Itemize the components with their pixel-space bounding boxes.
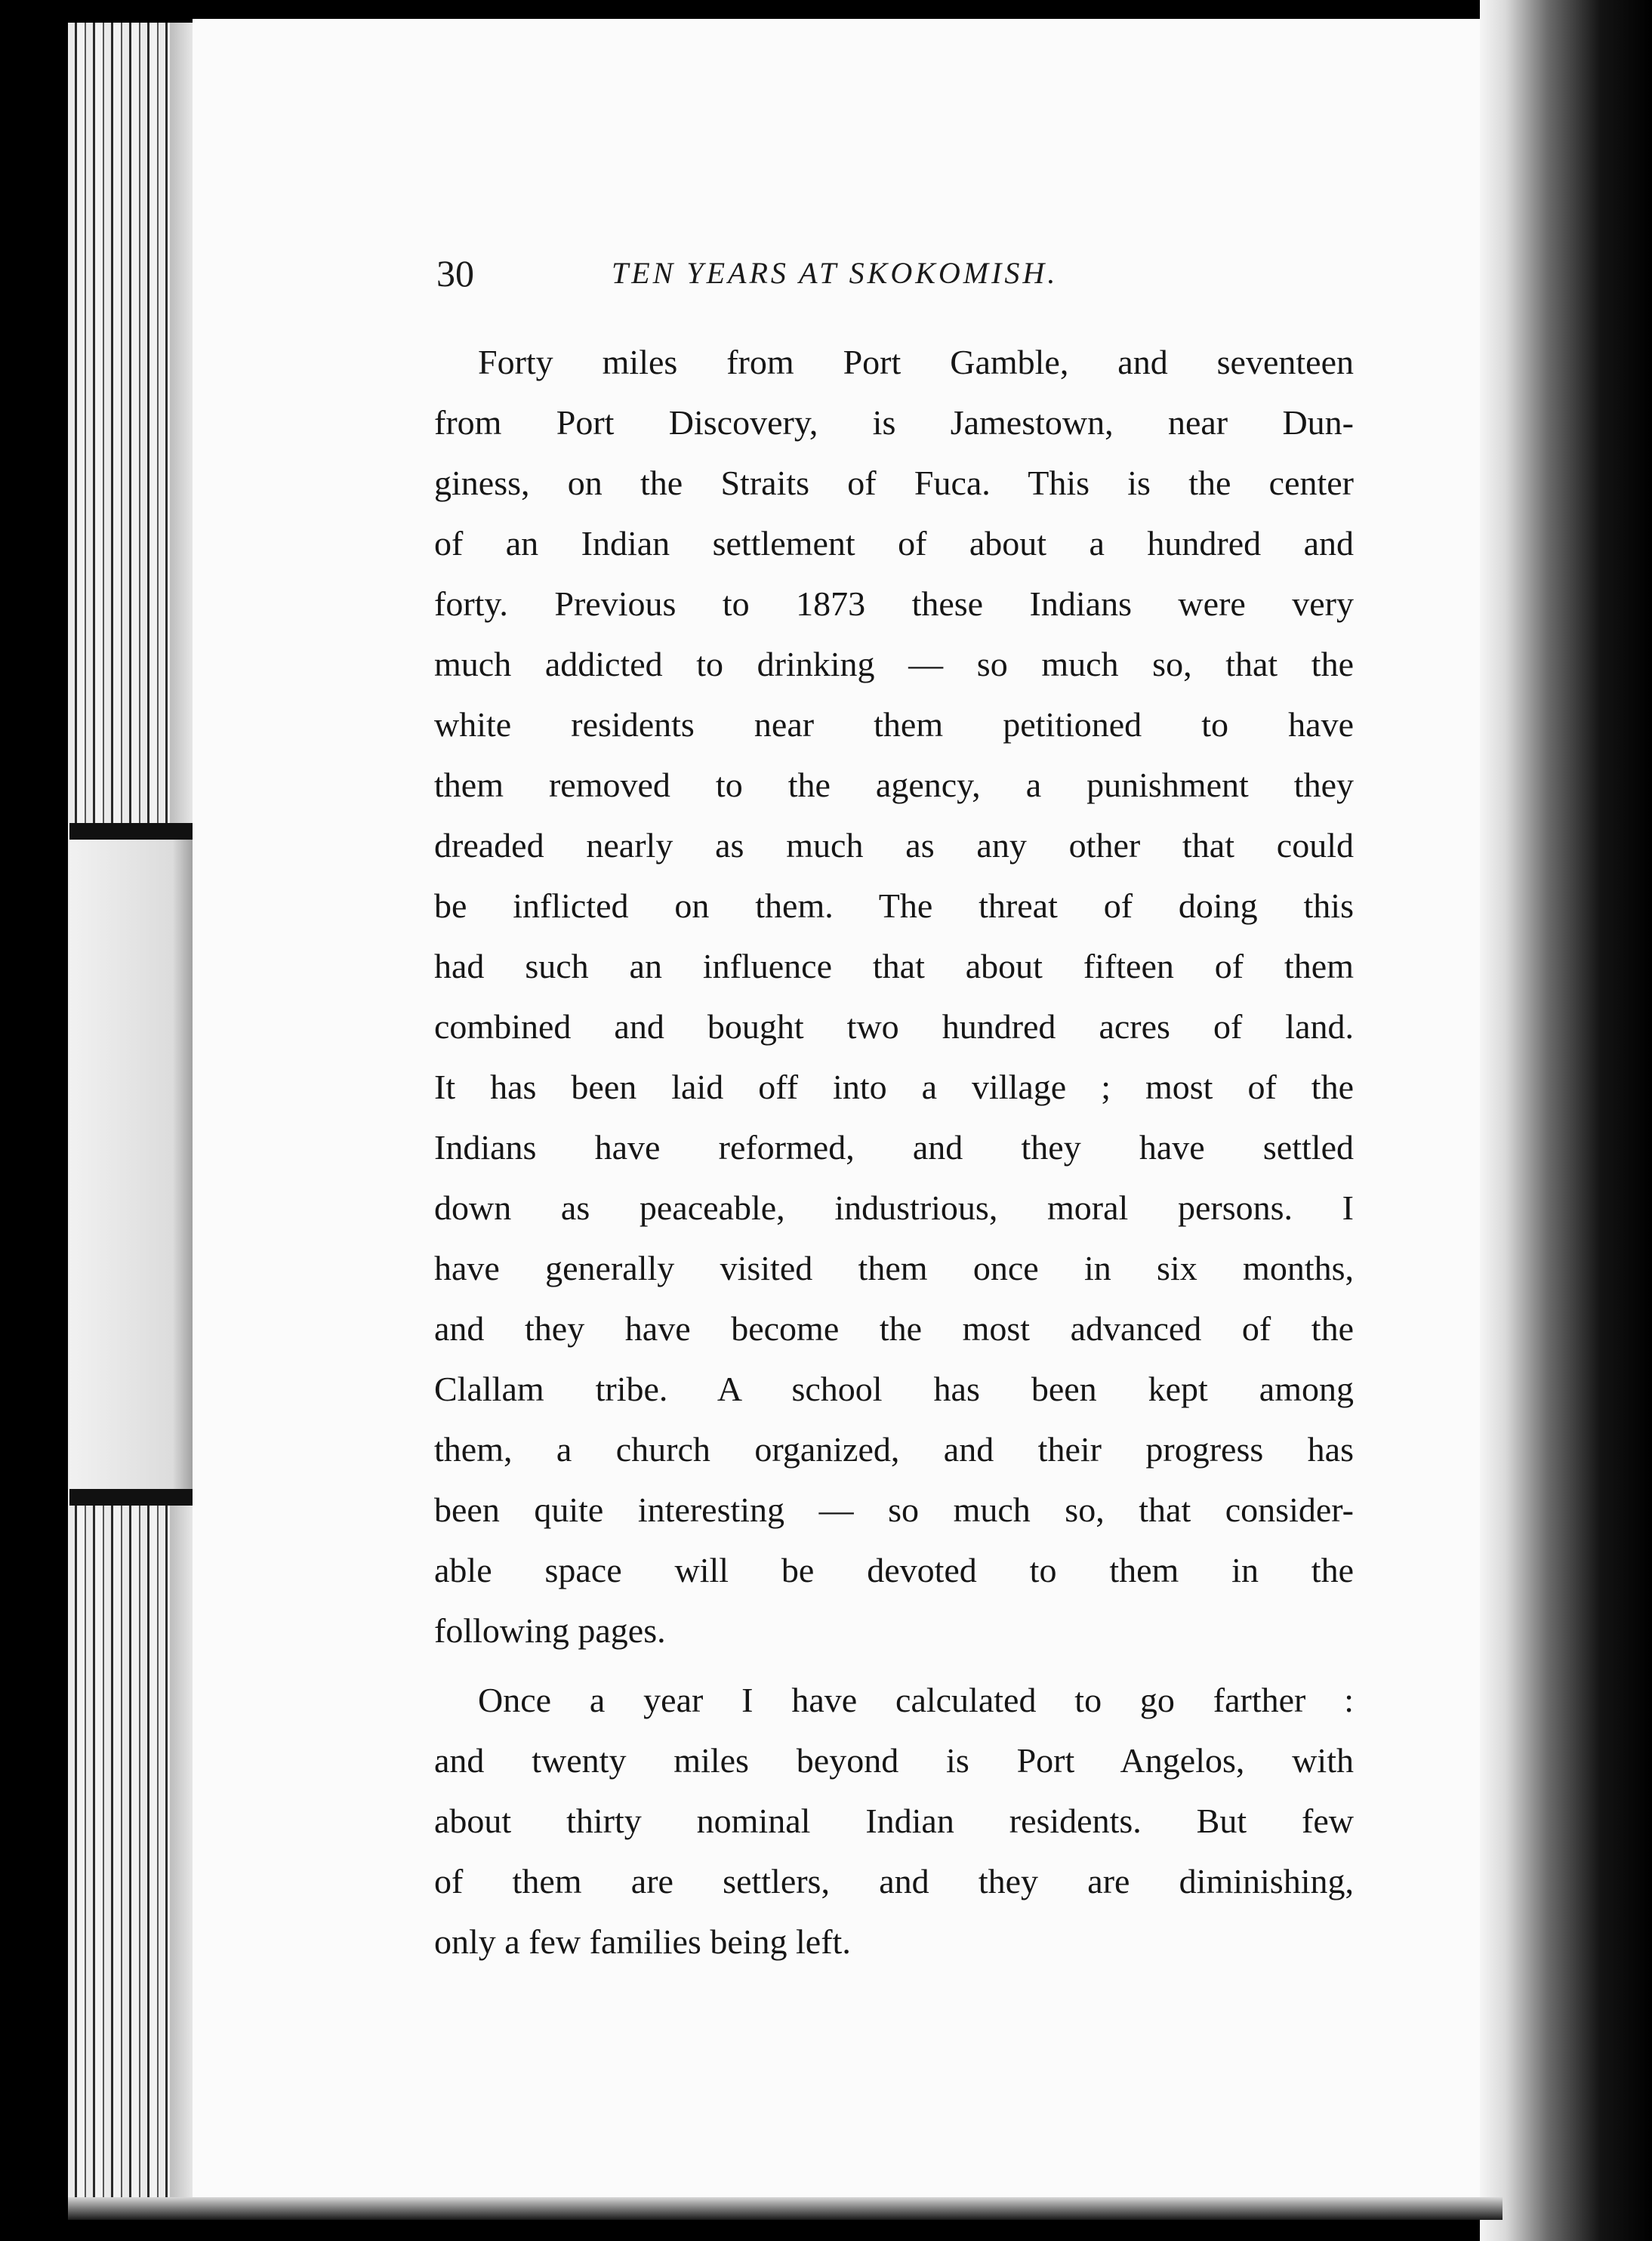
text-line: much addicted to drinking — so much so, that the: [434, 645, 1354, 683]
text-line: dreaded nearly as much as any other that could: [434, 826, 1354, 865]
body-text: [434, 332, 1354, 1972]
page-number: 30: [436, 252, 474, 294]
text-line: about thirty nominal Indian residents. But few: [434, 1802, 1354, 1840]
text-line: of an Indian settlement of about a hundred and: [434, 524, 1354, 563]
text-line: and they have become the most advanced of the: [434, 1309, 1354, 1348]
text-line: combined and bought two hundred acres of land.: [434, 1007, 1354, 1046]
text-line: giness, on the Straits of Fuca. This is the center: [434, 464, 1354, 502]
running-title: TEN YEARS AT SKOKOMISH.: [612, 256, 1059, 290]
text-line: only a few families being left.: [434, 1922, 851, 1961]
text-line: Clallam tribe. A school has been kept among: [434, 1370, 1354, 1408]
text-line: Forty miles from Port Gamble, and seventeen: [478, 343, 1354, 381]
text-line: Once a year I have calculated to go farther :: [478, 1681, 1354, 1719]
text-line: be inflicted on them. The threat of doing this: [434, 886, 1354, 925]
bottom-page-edge: [68, 2197, 1503, 2220]
text-line: have generally visited them once in six months,: [434, 1249, 1354, 1287]
text-line: down as peaceable, industrious, moral persons. I: [434, 1188, 1354, 1227]
text-line: had such an influence that about fifteen of them: [434, 947, 1354, 985]
paragraph: [434, 332, 1354, 1661]
text-line: Indians have reformed, and they have settled: [434, 1128, 1354, 1167]
text-line: from Port Discovery, is Jamestown, near Dun-: [434, 403, 1354, 442]
text-line: them, a church organized, and their progress has: [434, 1430, 1354, 1469]
text-line: of them are settlers, and they are diminishing,: [434, 1862, 1354, 1900]
text-line: them removed to the agency, a punishment they: [434, 766, 1354, 804]
text-line: and twenty miles beyond is Port Angelos, with: [434, 1741, 1354, 1780]
running-head: [436, 243, 1365, 304]
paragraph: [434, 1670, 1354, 1972]
binding-shadow: [1480, 0, 1652, 2241]
text-line: been quite interesting — so much so, that consider-: [434, 1490, 1354, 1529]
text-line: following pages.: [434, 1611, 666, 1650]
text-line: able space will be devoted to them in the: [434, 1551, 1354, 1589]
text-line: forty. Previous to 1873 these Indians were very: [434, 584, 1354, 623]
text-line: It has been laid off into a village ; most of the: [434, 1068, 1354, 1106]
text-line: white residents near them petitioned to have: [434, 705, 1354, 744]
